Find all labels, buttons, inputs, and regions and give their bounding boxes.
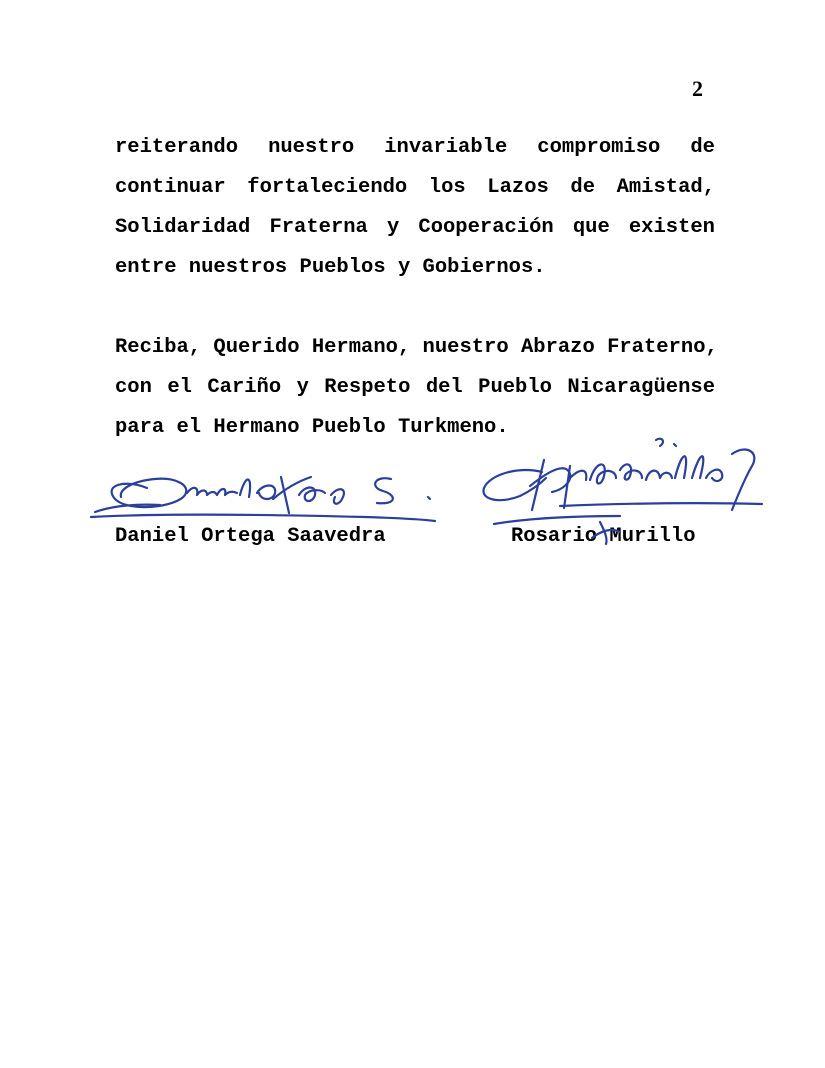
paragraph-line: entre nuestros Pueblos y Gobiernos. — [115, 256, 546, 279]
paragraph-line: Solidaridad Fraterna y Cooperación que existen — [115, 216, 715, 239]
signer-name-1: Daniel Ortega Saavedra — [115, 525, 386, 548]
signature-rosario-murillo — [470, 430, 770, 545]
paragraph-line: con el Cariño y Respeto del Pueblo Nicaragüense — [115, 376, 715, 399]
page-number: 2 — [692, 76, 703, 101]
paragraph-line: continuar fortaleciendo los Lazos de Amistad, — [115, 176, 715, 199]
paragraph-line: Reciba, Querido Hermano, nuestro Abrazo Fraterno, — [115, 336, 718, 359]
paragraph-line: para el Hermano Pueblo Turkmeno. — [115, 416, 509, 439]
paragraph-closing-commitment — [115, 136, 715, 296]
signer-name-2: Rosario Murillo — [511, 525, 696, 548]
paragraph-line: reiterando nuestro invariable compromiso de — [115, 136, 715, 159]
signature-daniel-ortega — [85, 455, 455, 530]
